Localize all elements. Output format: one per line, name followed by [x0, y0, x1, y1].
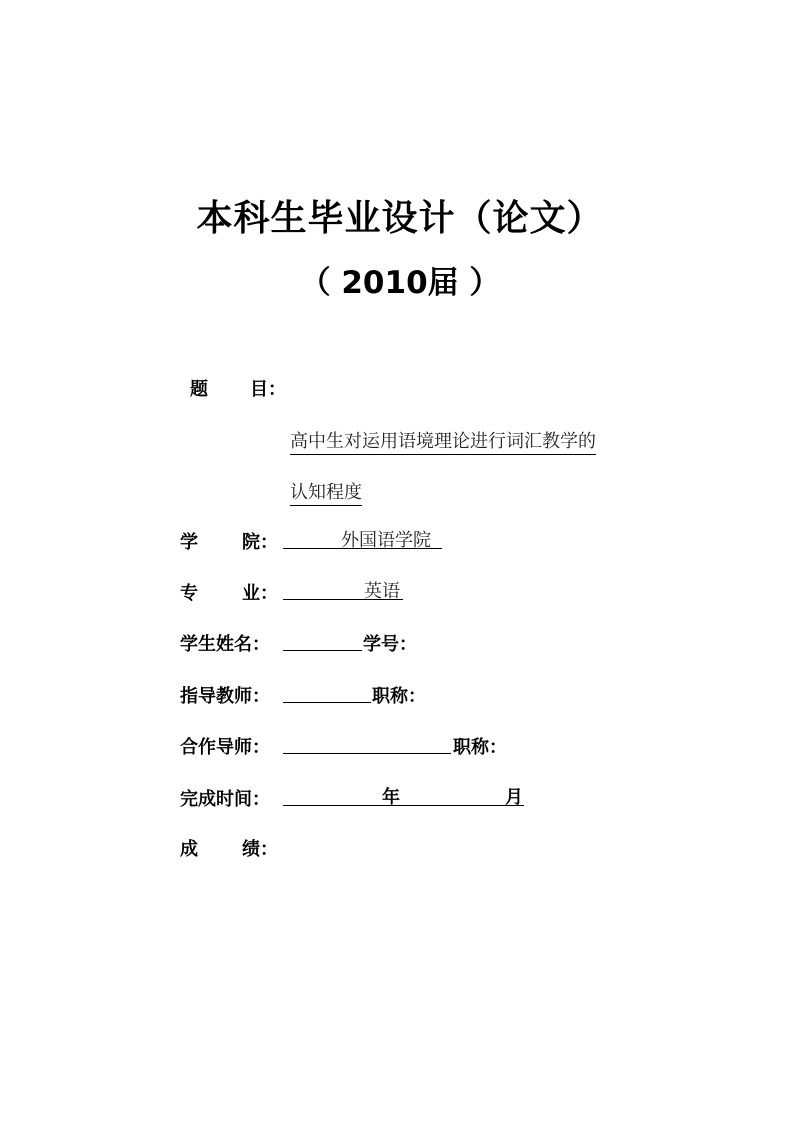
topic-label-char2: 目：: [250, 379, 286, 400]
college-label-char2: 院：: [242, 532, 278, 553]
co-advisor-label: 合作导师：: [180, 737, 270, 758]
major-label-char2: 业：: [242, 583, 278, 604]
student-name-label: 学生姓名：: [180, 634, 270, 655]
topic-label-char1: 题: [190, 379, 208, 400]
graduation-year: （ 2010届 ）: [299, 265, 501, 301]
advisor-title-label: 职称：: [372, 686, 426, 707]
student-name-line: [283, 628, 362, 651]
topic-value-line1: 高中生对运用语境理论进行词汇教学的: [290, 427, 596, 455]
cover-title: 本科生毕业设计（论文）: [196, 198, 604, 239]
topic-value-line2: 认知程度: [290, 478, 362, 506]
major-value-line: [283, 577, 403, 600]
major-label-char1: 专: [180, 583, 198, 604]
college-value: 外国语学院: [341, 530, 431, 551]
college-value-line: [283, 526, 442, 549]
student-id-label: 学号：: [363, 634, 417, 655]
completion-time-label: 完成时间：: [180, 789, 270, 810]
grade-label-char2: 绩：: [242, 839, 278, 860]
month-unit: 月: [505, 787, 523, 808]
advisor-line: [283, 680, 371, 703]
completion-time-line: [283, 783, 524, 806]
college-label-char1: 学: [180, 532, 198, 553]
co-advisor-title-label: 职称：: [453, 737, 507, 758]
co-advisor-line: [283, 731, 451, 754]
advisor-label: 指导教师：: [180, 686, 270, 707]
year-unit: 年: [382, 787, 400, 808]
major-value: 英语: [364, 581, 400, 602]
grade-label-char1: 成: [180, 839, 198, 860]
